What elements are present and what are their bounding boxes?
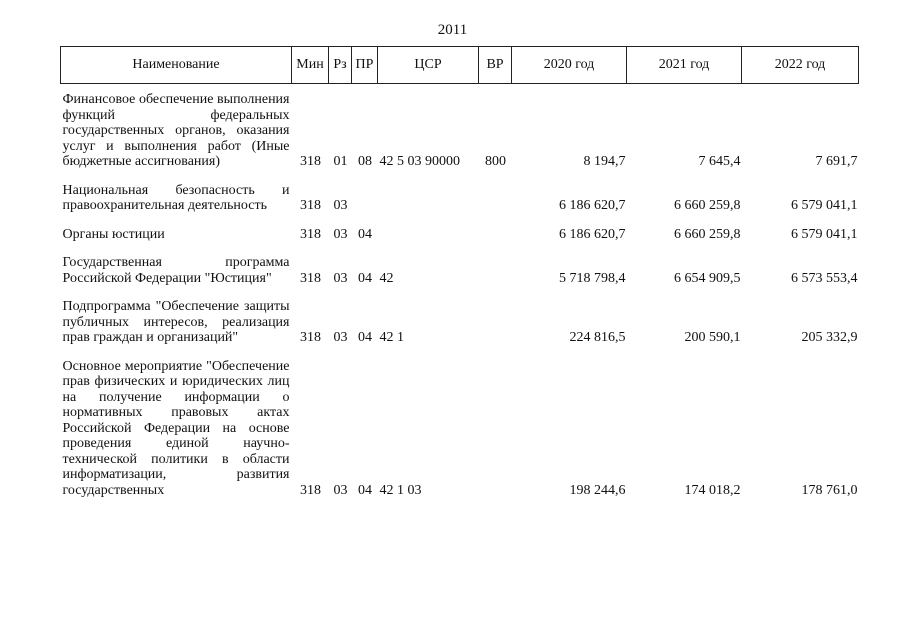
row-2022: 6 579 041,1	[791, 226, 858, 242]
row-name: Национальная безопасность и правоохранительная деятельность	[62, 182, 290, 213]
table-header	[61, 47, 859, 84]
row-2020: 5 718 798,4	[559, 270, 626, 286]
row-csr: 42 5 03 90000	[379, 154, 460, 169]
table-row	[61, 346, 859, 499]
row-csr: 42 1 03	[379, 482, 422, 498]
header-2021: 2021 год	[627, 47, 742, 84]
row-2022: 7 691,7	[815, 154, 858, 169]
row-pr: 04	[358, 330, 372, 345]
row-vr	[479, 242, 512, 286]
row-vr	[479, 346, 512, 499]
table-row	[61, 214, 859, 243]
row-min: 318	[300, 482, 321, 498]
row-name: Финансовое обеспечение выполнения функций федеральных государственных органов, оказания услуг и выполнения работ (Иные бюджетные ассигнования)	[62, 92, 290, 169]
row-2020: 6 186 620,7	[559, 226, 626, 242]
row-pr: 04	[358, 482, 372, 498]
header-vr: ВР	[479, 47, 512, 84]
row-min: 318	[300, 154, 321, 169]
row-min: 318	[300, 198, 321, 213]
table-row	[61, 242, 859, 286]
row-2022: 178 761,0	[801, 482, 858, 498]
header-csr: ЦСР	[378, 47, 479, 84]
header-rz: Рз	[329, 47, 352, 84]
row-2021: 7 645,4	[698, 154, 741, 169]
header-name: Наименование	[61, 47, 292, 84]
row-csr: 42 1	[379, 330, 404, 345]
row-2022: 6 573 553,4	[791, 270, 858, 286]
row-vr	[479, 214, 512, 243]
header-pr: ПР	[352, 47, 378, 84]
row-2020: 8 194,7	[583, 154, 626, 169]
row-2021: 6 654 909,5	[674, 270, 741, 286]
row-2021: 200 590,1	[684, 330, 741, 345]
header-2022: 2022 год	[742, 47, 859, 84]
row-pr: 08	[358, 154, 372, 169]
row-2022: 205 332,9	[801, 330, 858, 345]
row-2021: 174 018,2	[684, 482, 741, 498]
row-rz: 01	[333, 154, 348, 169]
row-vr: 800	[485, 154, 506, 169]
row-name: Подпрограмма "Обеспечение защиты публичных интересов, реализация прав граждан и организаций"	[62, 299, 290, 345]
table-row	[61, 170, 859, 214]
row-csr	[378, 170, 479, 214]
row-2022: 6 579 041,1	[791, 198, 858, 213]
table-body	[61, 84, 859, 499]
row-pr: 04	[358, 270, 372, 286]
row-pr: 04	[358, 226, 372, 242]
row-2021: 6 660 259,8	[674, 226, 741, 242]
row-csr	[378, 214, 479, 243]
header-2020: 2020 год	[512, 47, 627, 84]
row-csr: 42	[379, 270, 394, 286]
row-name: Основное мероприятие "Обеспечение прав физических и юридических лиц на получение информации о нормативных правовых актах Российской Федерации на основе проведения единой научно-технической политики в области информатизации, развития государственных	[62, 358, 290, 498]
row-min: 318	[300, 226, 321, 242]
budget-table	[60, 46, 859, 498]
row-min: 318	[300, 330, 321, 345]
row-rz: 03	[333, 198, 348, 213]
row-vr	[479, 170, 512, 214]
table-row	[61, 286, 859, 346]
row-vr	[479, 286, 512, 346]
table-row	[61, 84, 859, 170]
row-rz: 03	[333, 482, 348, 498]
page-number: 2011	[437, 22, 468, 38]
row-name: Государственная программа Российской Федерации "Юстиция"	[62, 255, 290, 286]
row-min: 318	[300, 270, 321, 286]
row-2020: 6 186 620,7	[559, 198, 626, 213]
row-rz: 03	[333, 270, 348, 286]
header-min: Мин	[292, 47, 329, 84]
row-2020: 198 244,6	[569, 482, 626, 498]
row-2020: 224 816,5	[569, 330, 626, 345]
row-2021: 6 660 259,8	[674, 198, 741, 213]
row-pr	[352, 170, 378, 214]
row-rz: 03	[333, 226, 348, 242]
row-rz: 03	[333, 330, 348, 345]
row-name: Органы юстиции	[62, 226, 165, 242]
